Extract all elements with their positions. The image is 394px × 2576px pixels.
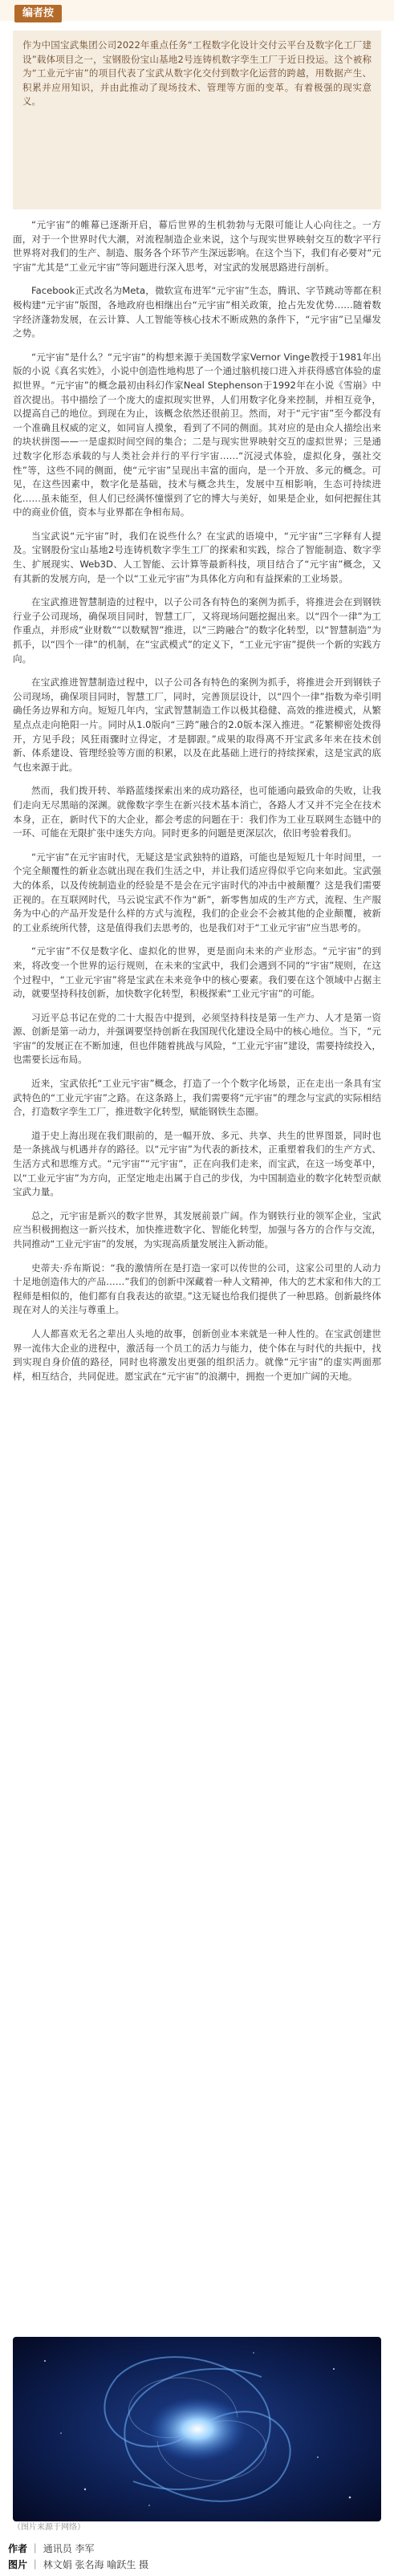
paragraph: 近来，宝武依托“工业元宇宙”概念，打造了一个个数字化场景，正在走出一条具有宝武特色的“工业元宇宙”之路。在这条路上，我们需要将“元宇宙”的理念与宝武的实际相结合，打造数字孪生工厂，推进数字化转型，赋能钢铁生态圈。 <box>13 1078 381 1118</box>
article-body <box>13 218 381 1393</box>
paragraph: 然而，我们拨开转、举路蓝缕探索出来的成功路径，也可能通向最致命的失败，让我们走向无尽黑暗的深渊。就像数字孪生在新兴技术基本消亡，各路人才又并不完全在技术本身，正在，新时代下的大企业，都会考虑的问题在于：我们作为工业互联网生态链中的一环、可能在无限扩张中迷失方向。同时更多的问题是更深层次，依旧考验着我们。 <box>13 785 381 839</box>
photo-separator: ｜ <box>30 2559 40 2570</box>
editor-note-tag: 编者按 <box>14 5 62 22</box>
paragraph: 道于史上海出现在我们眼前的，是一幅开放、多元、共享、共生的世界图景，同时也是一条挑战与机遇并存的路径。以“元宇宙”为代表的新技术，正重塑着我们的生产方式、生活方式和思维方式。“元宇宙”“元宇宙”，正在向我们走来，而宝武，在这一场变革中，以“工业元宇宙”为方向，正坚定地走出属于自己的步伐，为中国制造业的数字化转型贡献宝武力量。 <box>13 1129 381 1198</box>
paragraph: Facebook正式改名为Meta，微软宣布进军“元宇宙”生态，腾讯、字节跳动等都在积极构建“元宇宙”版图，各地政府也相继出台“元宇宙”相关政策，抢占先发优势……随着数字经济蓬勃发展，在云计算、人工智能等核心技术不断成熟的条件下，“元宇宙”已呈爆发之势。 <box>13 285 381 339</box>
paragraph: 当宝武说“元宇宙”时，我们在说些什么？在宝武的语境中，“元宇宙”三字释有人提及。宝钢股份宝山基地2号连铸机数字孪生工厂的探索和实践，综合了智能制造、数字孪生、扩展现实、Web3D、人工智能、云计算等最新科技，项目结合了“元宇宙”概念，又有其新的发展方向，是一个以“工业元宇宙”为具体化方向和有益探索的工业场景。 <box>13 530 381 584</box>
author-name: 通讯员 李军 <box>43 2543 95 2554</box>
photo-line <box>8 2557 148 2573</box>
editor-note-box <box>13 30 381 209</box>
paragraph: “元宇宙”是什么？“元宇宙”的构想来源于美国数学家Vernor Vinge教授于1981年出版的小说《真名实姓》，小说中创造性地构思了一个通过脑机接口进入并获得感官体验的虚拟世界。“元宇宙”的概念最初由科幻作家Neal Stephenson于1992年在小说《雪崩》中首次提出。书中描绘了一个庞大的虚拟现实世界，人们用数字化身来控制，并相互竞争，以提高自己的地位。到现在为止，该概念依然还很前卫。然而，对于“元宇宙”至今都没有一个准确且权威的定义，如同盲人摸象，看到了不同的侧面。其对应的是由众人描绘出来的块状拼图——一是虚拟时间空间的集合；二是与现实世界映射交互的虚拟世界；三是通过数字化形态承载的与人类社会并行的平行宇宙……“沉浸式体验，虚拟化身，强社交性”等，这些不同的侧面，使“元宇宙”呈现出丰富的面向，是一个开放、多元的概念。可见，在这些因素中，数字化是基础，技术与概念共生，发展中互相影响，生态可持续进化……虽未能至，但人们已经满怀憧憬到了它的博大与美好，如果是企业，如何把握住其中的商业价值，资本与业界都在争相布局。 <box>13 351 381 518</box>
paragraph: 在宝武推进智慧制造过程中，以子公司各有特色的案例为抓手，将推进会开到钢铁子公司现场，确保项目同时，智慧工厂，同时，完善顶层设计，以“四个一律”指数为牵引明确任务边界和方向。短短几年内，宝武智慧制造工作以极其稳健、高效的推进模式，从繁星点点走向艳阳一片。同时从1.0版向“三跨”融合的2.0版本深入推进。“花繁柳密处拨得开，方见手段；风狂雨骤时立得定，才是脚跟。”成果的取得离不开宝武多年来在技术创新、体系建设、管理经验等方面的积累，以及在此基础上进行的持续探索，这是宝武的底气也来源于此。 <box>13 677 381 773</box>
figure-caption: （图片来源于网络） <box>13 2523 85 2532</box>
paragraph: 总之，元宇宙是新兴的数字世界，其发展前景广阔。作为钢铁行业的领军企业，宝武应当积极拥抱这一新兴技术，加快推进数字化、智能化转型，加强与各方的合作与交流，共同推动“工业元宇宙”的发展，为实现高质量发展注入新动能。 <box>13 1209 381 1249</box>
editor-note-text: 作为中国宝武集团公司2022年重点任务“工程数字化设计交付云平台及数字化工厂建设”载体项目之一，宝钢股份宝山基地2号连铸机数字孪生工厂于近日投运。这个被称为“工业元宇宙”的项目代表了宝武从数字化交付到数字化运营的跨越，用数据产生、积累并应用知识，并由此推动了现场技术、管理等方面的变革。有着极强的现实意义。 <box>22 39 372 108</box>
paragraph: 人人都喜欢无名之辈出人头地的故事，创新创业本来就是一种人性的。在宝武创建世界一流伟大企业的进程中，激活每一个员工的活力与能力，使个体在与时代的共振中，找到实现自身价值的路径，同时也将激发出更强的组织活力。就像“元宇宙”的虚实两面那样，相互结合，共同促进。愿宝武在“元宇宙”的浪潮中，拥抱一个更加广阔的天地。 <box>13 1327 381 1382</box>
paragraph: “元宇宙”的帷幕已逐渐开启，幕后世界的生机勃勃与无限可能让人心向往之。一方面，对于一个世界时代大潮，对流程制造企业来说，这个与现实世界映射交互的数字平行世界将对我们的生产、制造、服务各个环节产生深远影响。在这个当下，我们有必要对“元宇宙”尤其是“工业元宇宙”等问题进行深入思考，对宝武的发展思路进行剖析。 <box>13 219 381 273</box>
paragraph: 史蒂夫·乔布斯说：“我的激情所在是打造一家可以传世的公司，这家公司里的人动力十足地创造伟大的产品……”我们的创新中深藏着一种人文精神，伟大的艺术家和伟大的工程师是相似的，他们都有自我表达的欲望。”这无疑也给我们提供了一种思路。创新最终体现在对人的关注与尊重上。 <box>13 1262 381 1316</box>
photo-credit: 林文娟 张名海 喻跃生 摄 <box>43 2559 149 2570</box>
paragraph: “元宇宙”不仅是数字化、虚拟化的世界，更是面向未来的产业形态。“元宇宙”的到来，将改变一个世界的运行规则，在未来的宝武中，我们会遇到不同的“宇宙”规则，在这个过程中，“工业元宇宙”将是宝武在未来竞争中的核心要素。我们要在这个领域中占据主动，就要坚持科技创新，加快数字化转型，积极探索“工业元宇宙”的可能。 <box>13 945 381 1000</box>
galaxy-image <box>13 2337 381 2521</box>
paragraph: 习近平总书记在党的二十大报告中提到，必须坚持科技是第一生产力、人才是第一资源、创新是第一动力，并强调要坚持创新在我国现代化建设全局中的核心地位。当下，“元宇宙”的发展正在不断加速，但也伴随着挑战与风险，“工业元宇宙”建设，需要持续投入，也需要长远布局。 <box>13 1011 381 1066</box>
author-separator: ｜ <box>30 2543 40 2554</box>
paragraph: 在宝武推进智慧制造的过程中，以子公司各有特色的案例为抓手，将推进会在到钢铁行业子公司现场，确保项目同时，智慧工厂，又将现场问题挖掘出来。以“四个一律”为工作重点，并形成“业财数”“以数赋智”推进，以“三跨融合”的数字化转型，以“智慧制造”为抓手，以“四个一律”的机制，在“宝武模式”的定义下，“工业元宇宙”提供一个新的实践方向。 <box>13 596 381 664</box>
credits <box>8 2541 148 2573</box>
photo-label: 图片 <box>8 2559 28 2570</box>
author-label: 作者 <box>8 2543 28 2554</box>
paragraph: “元宇宙”在元宇宙时代，无疑这是宝武独特的道路，可能也是短短几十年时间里，一个完全颠覆性的新业态就出现在我们生活之中，并让我们适应得似乎它向来如此。宝武强大的体系，以及传统制造业的经验是不是会在元宇宙时代的冲击中被颠覆？这是我们需要正视的。在互联网时代，马云说宝武不作为“新”，新零售加成的生产方式，流程、生产服务为中心的产品开发是什么样的方式与流程，我们的企业会不会被其他的企业颠覆，被新的工业系统所代替，这是值得我们去思考的，也是我们对于“工业元宇宙”应当思考的。 <box>13 851 381 933</box>
author-line <box>8 2541 148 2557</box>
